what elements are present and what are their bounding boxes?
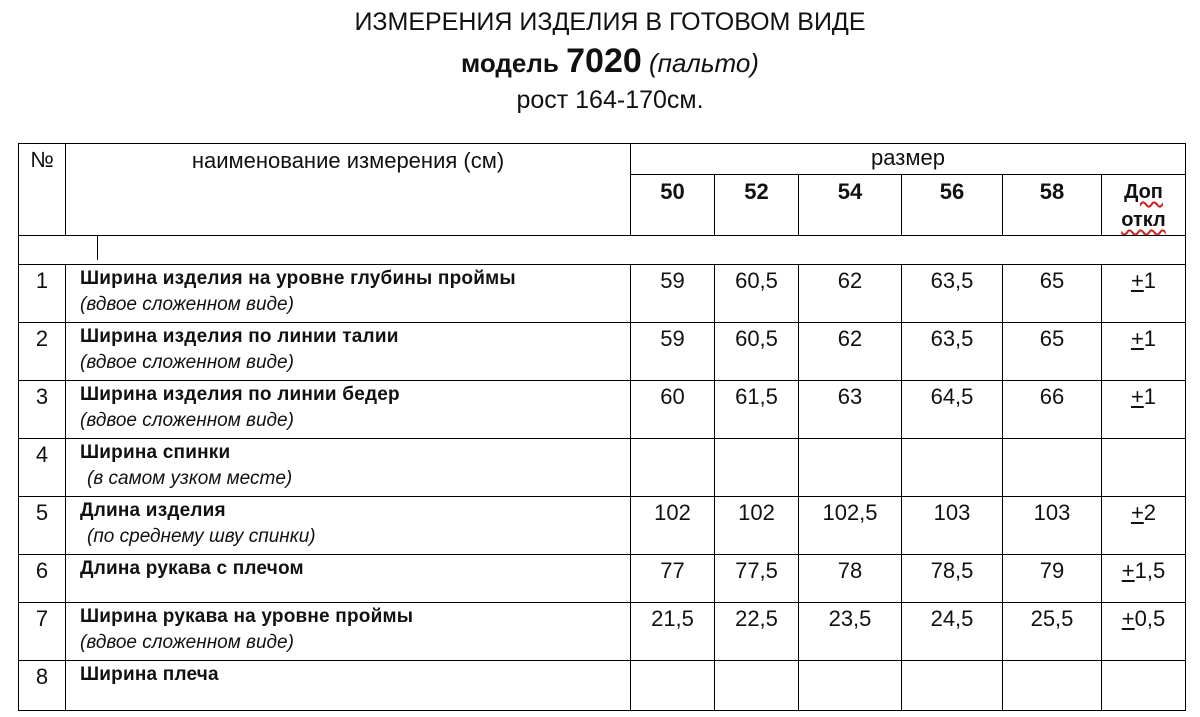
tolerance-value: 0,5 (1134, 606, 1166, 631)
model-number: 7020 (566, 42, 642, 80)
spacer-cell (19, 236, 1186, 265)
spacer-tick (19, 236, 1185, 260)
measurement-name: Длина рукава с плечом (80, 558, 304, 579)
value-cell: 103 (902, 497, 1003, 555)
row-number: 4 (19, 439, 66, 497)
measurement-name: Ширина плеча (80, 664, 219, 685)
value-cell: 62 (799, 323, 902, 381)
value-cell: 78,5 (902, 555, 1003, 603)
tolerance-header (1102, 175, 1186, 236)
measurement-name-cell (66, 603, 631, 661)
size-header: 58 (1003, 175, 1102, 236)
col-size-header: размер (631, 144, 1186, 175)
value-cell: 22,5 (715, 603, 799, 661)
size-header: 50 (631, 175, 715, 236)
table-row (19, 555, 1186, 603)
value-cell: 60,5 (715, 265, 799, 323)
plus-minus-sign: + (1121, 606, 1135, 631)
value-cell: 24,5 (902, 603, 1003, 661)
row-number: 1 (19, 265, 66, 323)
value-cell (631, 439, 715, 497)
value-cell: 77,5 (715, 555, 799, 603)
plus-minus-sign: + (1121, 558, 1135, 583)
row-number: 7 (19, 603, 66, 661)
value-cell (631, 661, 715, 711)
value-cell: 64,5 (902, 381, 1003, 439)
value-cell: 102,5 (799, 497, 902, 555)
row-number: 3 (19, 381, 66, 439)
value-cell (715, 439, 799, 497)
tolerance-cell (1102, 323, 1186, 381)
measurement-note: (вдвое сложенном виде) (80, 632, 294, 653)
measurement-name: Ширина спинки (80, 442, 231, 463)
spacer-row (19, 236, 1186, 265)
value-cell: 66 (1003, 381, 1102, 439)
tolerance-value: 1 (1143, 384, 1157, 409)
size-header: 56 (902, 175, 1003, 236)
table-row (19, 381, 1186, 439)
col-no-header: № (19, 144, 66, 236)
measurement-note: (по среднему шву спинки) (87, 526, 316, 547)
tolerance-header-line1: Доп (1124, 181, 1163, 203)
value-cell: 61,5 (715, 381, 799, 439)
value-cell: 63,5 (902, 323, 1003, 381)
measurement-name-cell (66, 661, 631, 711)
measurement-note: (вдвое сложенном виде) (80, 352, 294, 373)
measurement-name-cell (66, 555, 631, 603)
measurement-note: (в самом узком месте) (87, 468, 293, 489)
value-cell: 78 (799, 555, 902, 603)
plus-minus-sign: + (1130, 268, 1144, 293)
measurement-note: (вдвое сложенном виде) (80, 294, 294, 315)
tolerance-value: 1,5 (1134, 558, 1166, 583)
measurements-table (18, 143, 1186, 711)
value-cell: 77 (631, 555, 715, 603)
tolerance-cell (1102, 603, 1186, 661)
measurement-name-cell (66, 265, 631, 323)
value-cell (799, 661, 902, 711)
height-info: рост 164-170см. (516, 86, 704, 114)
value-cell: 59 (631, 265, 715, 323)
header-row (19, 144, 1186, 175)
value-cell: 63 (799, 381, 902, 439)
table-row (19, 603, 1186, 661)
value-cell (715, 661, 799, 711)
measurement-name-cell (66, 497, 631, 555)
tolerance-header-line2: откл (1121, 209, 1166, 231)
value-cell (1003, 439, 1102, 497)
measurement-name-cell (66, 323, 631, 381)
model-label: модель (461, 48, 559, 78)
document-title: ИЗМЕРЕНИЯ ИЗДЕЛИЯ В ГОТОВОМ ВИДЕ (354, 8, 866, 36)
measurement-name-cell (66, 439, 631, 497)
table-row (19, 439, 1186, 497)
row-number: 8 (19, 661, 66, 711)
value-cell: 21,5 (631, 603, 715, 661)
table-row (19, 323, 1186, 381)
measurement-name: Ширина рукава на уровне проймы (80, 606, 414, 627)
value-cell (902, 439, 1003, 497)
table-row (19, 497, 1186, 555)
row-number: 2 (19, 323, 66, 381)
measurement-name: Длина изделия (80, 500, 226, 521)
value-cell: 23,5 (799, 603, 902, 661)
size-header: 54 (799, 175, 902, 236)
model-type: (пальто) (649, 48, 759, 78)
tolerance-value: 1 (1143, 268, 1157, 293)
tolerance-cell (1102, 265, 1186, 323)
tolerance-value: 2 (1143, 500, 1157, 525)
value-cell: 60,5 (715, 323, 799, 381)
tolerance-cell (1102, 661, 1186, 711)
value-cell: 62 (799, 265, 902, 323)
value-cell (902, 661, 1003, 711)
tolerance-cell (1102, 555, 1186, 603)
value-cell (799, 439, 902, 497)
plus-minus-sign: + (1130, 500, 1144, 525)
value-cell: 59 (631, 323, 715, 381)
measurement-name: Ширина изделия по линии талии (80, 326, 399, 347)
value-cell: 25,5 (1003, 603, 1102, 661)
table-row (19, 265, 1186, 323)
measurement-name-cell (66, 381, 631, 439)
value-cell: 102 (715, 497, 799, 555)
value-cell (1003, 661, 1102, 711)
measurement-note: (вдвое сложенном виде) (80, 410, 294, 431)
measurement-name: Ширина изделия по линии бедер (80, 384, 400, 405)
model-line (0, 42, 1200, 81)
row-number: 6 (19, 555, 66, 603)
value-cell: 79 (1003, 555, 1102, 603)
measurement-name: Ширина изделия на уровне глубины проймы (80, 268, 516, 289)
plus-minus-sign: + (1130, 326, 1144, 351)
tolerance-cell (1102, 381, 1186, 439)
value-cell: 65 (1003, 265, 1102, 323)
table-row (19, 661, 1186, 711)
tolerance-cell (1102, 439, 1186, 497)
value-cell: 102 (631, 497, 715, 555)
col-name-header: наименование измерения (см) (66, 144, 631, 236)
plus-minus-sign: + (1130, 384, 1144, 409)
tolerance-cell (1102, 497, 1186, 555)
tolerance-value: 1 (1143, 326, 1157, 351)
value-cell: 60 (631, 381, 715, 439)
size-header: 52 (715, 175, 799, 236)
value-cell: 63,5 (902, 265, 1003, 323)
value-cell: 65 (1003, 323, 1102, 381)
row-number: 5 (19, 497, 66, 555)
value-cell: 103 (1003, 497, 1102, 555)
